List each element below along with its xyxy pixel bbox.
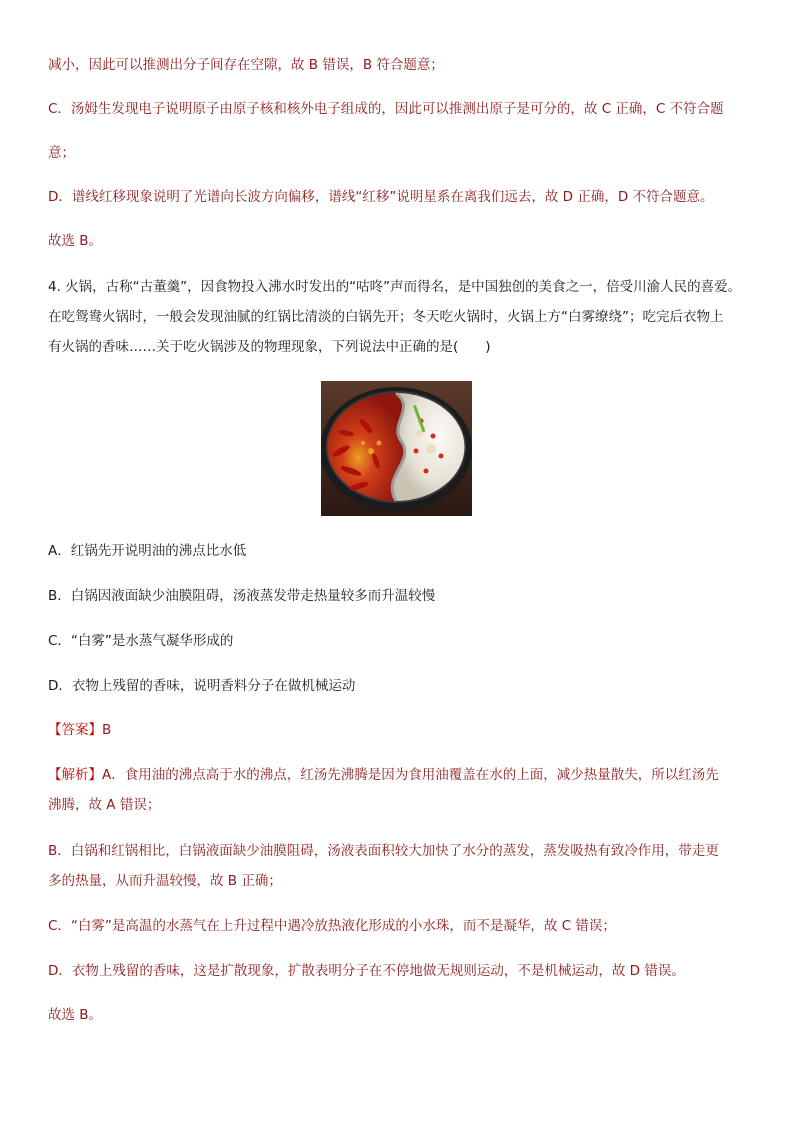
- prev-analysis-b-continuation: 减小，因此可以推测出分子间存在空隙，故 B 错误，B 符合题意；: [48, 57, 444, 73]
- option-b: B．白锅因液面缺少油膜阻碍，汤液蒸发带走热量较多而升温较慢: [48, 588, 436, 604]
- analysis-a-text: A．食用油的沸点高于水的沸点，红汤先沸腾是因为食用油覆盖在水的上面，减少热量散失，所以红汤先: [102, 767, 719, 783]
- analysis-tag: 【解析】: [48, 767, 102, 783]
- analysis-a-line2: 沸腾，故 A 错误；: [48, 797, 161, 813]
- answer-line: [48, 720, 111, 740]
- prev-analysis-conclusion: 故选 B。: [48, 233, 103, 249]
- analysis-b-line1: B．白锅和红锅相比，白锅液面缺少油膜阻碍，汤液表面积较大加快了水分的蒸发，蒸发吸热有致冷作用，带走更: [48, 843, 719, 859]
- option-a: A．红锅先开说明油的沸点比水低: [48, 543, 247, 559]
- option-d: D．衣物上残留的香味，说明香料分子在做机械运动: [48, 678, 356, 694]
- hotpot-image: [321, 381, 472, 516]
- analysis-d-line: D．衣物上残留的香味，这是扩散现象，扩散表明分子在不停地做无规则运动，不是机械运动，故 D 错误。: [48, 963, 685, 979]
- answer-tag: 【答案】: [48, 722, 102, 738]
- question-stem-line3: 有火锅的香味……关于吃火锅涉及的物理现象，下列说法中正确的是( ): [48, 339, 491, 355]
- analysis-a-line1: [48, 765, 719, 785]
- answer-value: B: [102, 722, 112, 738]
- option-c: C．“白雾”是水蒸气凝华形成的: [48, 633, 234, 649]
- prev-analysis-c-line2: 意；: [48, 145, 75, 161]
- analysis-c-line: C．“白雾”是高温的水蒸气在上升过程中遇冷放热液化形成的小水珠，而不是凝华，故 C 错误；: [48, 918, 616, 934]
- prev-analysis-c-line1: C．汤姆生发现电子说明原子由原子核和核外电子组成的，因此可以推测出原子是可分的，故 C 正确，C 不符合题: [48, 101, 724, 117]
- question-stem-line1: 4. 火锅，古称“古董羹”，因食物投入沸水时发出的“咕咚”声而得名，是中国独创的美食之一，倍受川渝人民的喜爱。: [48, 279, 742, 295]
- analysis-b-line2: 多的热量，从而升温较慢，故 B 正确；: [48, 873, 282, 889]
- question-stem-line2: 在吃鸳鸯火锅时，一般会发现油腻的红锅比清淡的白锅先开；冬天吃火锅时，火锅上方“白雾缭绕”；吃完后衣物上: [48, 309, 724, 325]
- analysis-conclusion: 故选 B。: [48, 1007, 103, 1023]
- prev-analysis-d-line: D．谱线红移现象说明了光谱向长波方向偏移，谱线“红移”说明星系在离我们远去，故 D 正确，D 不符合题意。: [48, 189, 714, 205]
